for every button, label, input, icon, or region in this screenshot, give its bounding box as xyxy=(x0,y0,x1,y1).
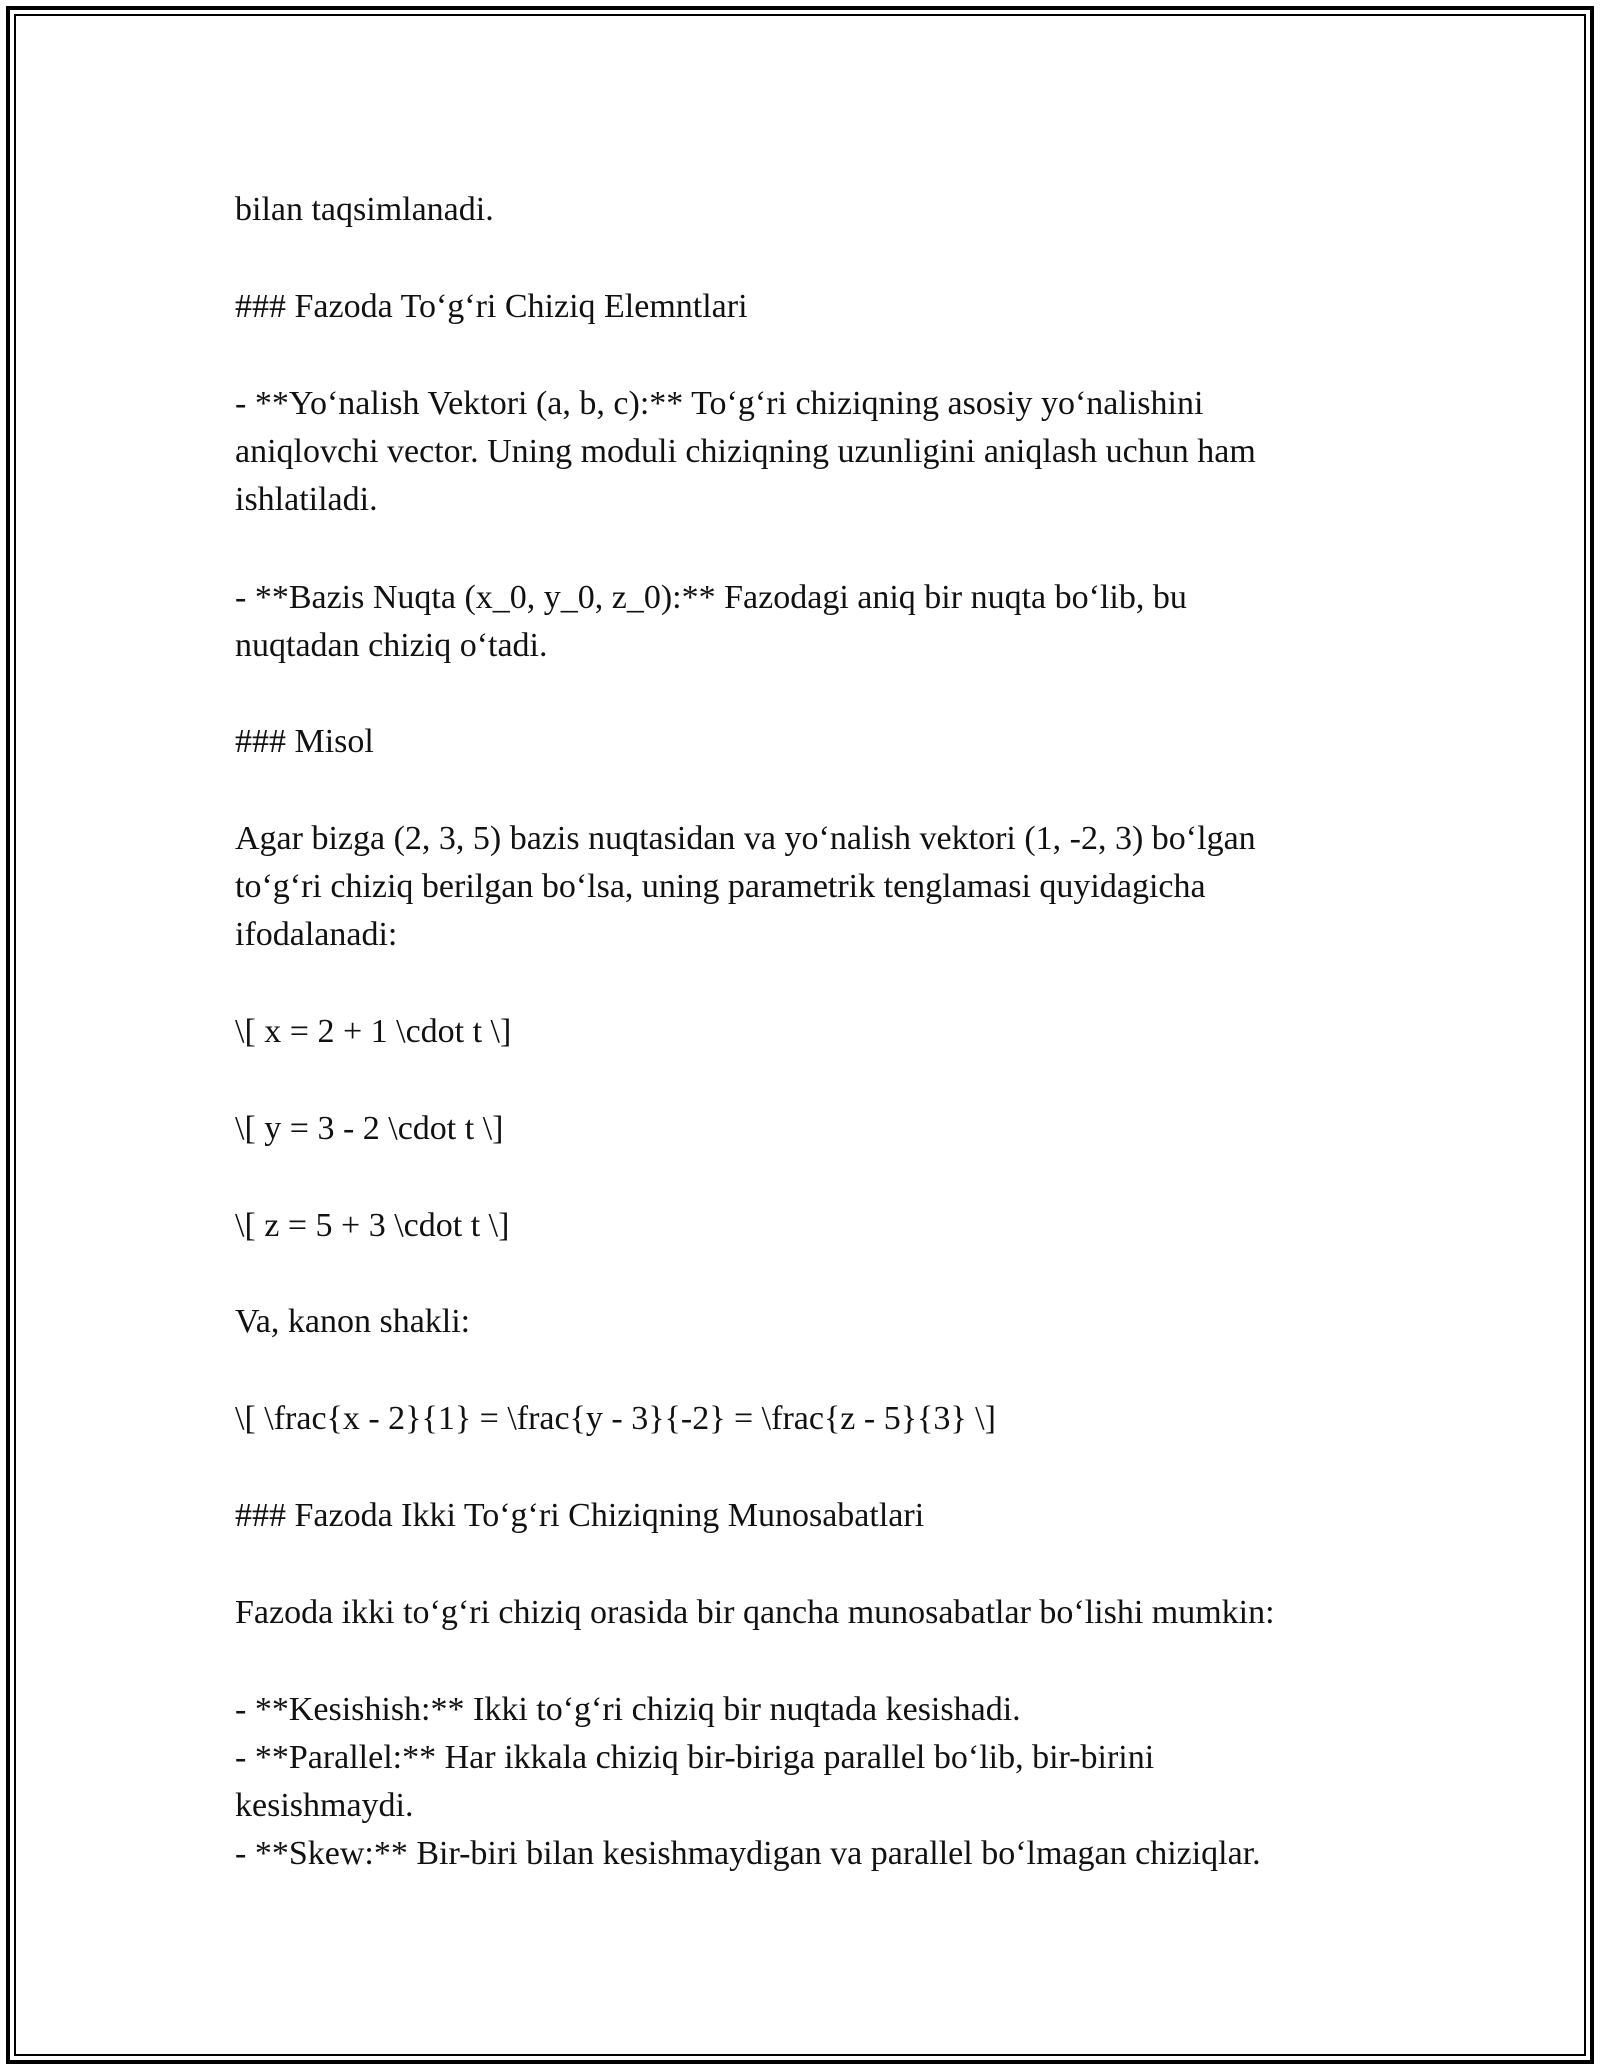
equation-line: \[ y = 3 - 2 \cdot t \] xyxy=(235,1110,504,1147)
equation-line: \[ x = 2 + 1 \cdot t \] xyxy=(235,1013,512,1050)
section-heading: ### Misol xyxy=(235,723,374,760)
text-line: bilan taqsimlanadi. xyxy=(235,191,494,228)
text-line: nuqtadan chiziq o‘tadi. xyxy=(235,627,548,664)
bullet-line: - **Yo‘nalish Vektori (a, b, c):** To‘g‘ri chiziqning asosiy yo‘nalishini xyxy=(235,385,1204,422)
text-line: to‘g‘ri chiziq berilgan bo‘lsa, uning parametrik tenglamasi quyidagicha xyxy=(235,868,1206,905)
text-line: Fazoda ikki to‘g‘ri chiziq orasida bir qancha munosabatlar bo‘lishi mumkin: xyxy=(235,1594,1275,1631)
section-heading: ### Fazoda Ikki To‘g‘ri Chiziqning Munosabatlari xyxy=(235,1497,925,1534)
bullet-line: - **Skew:** Bir-biri bilan kesishmaydigan va parallel bo‘lmagan chiziqlar. xyxy=(235,1835,1261,1872)
section-heading: ### Fazoda To‘g‘ri Chiziq Elemntlari xyxy=(235,288,748,325)
bullet-line: - **Bazis Nuqta (x_0, y_0, z_0):** Fazodagi aniq bir nuqta bo‘lib, bu xyxy=(235,579,1187,616)
text-line: ishlatiladi. xyxy=(235,481,378,518)
text-line: Va, kanon shakli: xyxy=(235,1303,471,1340)
bullet-line: - **Parallel:** Har ikkala chiziq bir-biriga parallel bo‘lib, bir-birini xyxy=(235,1739,1155,1776)
text-line: kesishmaydi. xyxy=(235,1787,414,1824)
text-line: aniqlovchi vector. Uning moduli chiziqning uzunligini aniqlash uchun ham xyxy=(235,433,1256,470)
bullet-line: - **Kesishish:** Ikki to‘g‘ri chiziq bir nuqtada kesishadi. xyxy=(235,1691,1021,1728)
equation-line: \[ \frac{x - 2}{1} = \frac{y - 3}{-2} = \frac{z - 5}{3} \] xyxy=(235,1400,996,1437)
text-line: ifodalanadi: xyxy=(235,916,398,953)
equation-line: \[ z = 5 + 3 \cdot t \] xyxy=(235,1207,510,1244)
text-line: Agar bizga (2, 3, 5) bazis nuqtasidan va yo‘nalish vektori (1, -2, 3) bo‘lgan xyxy=(235,820,1256,857)
